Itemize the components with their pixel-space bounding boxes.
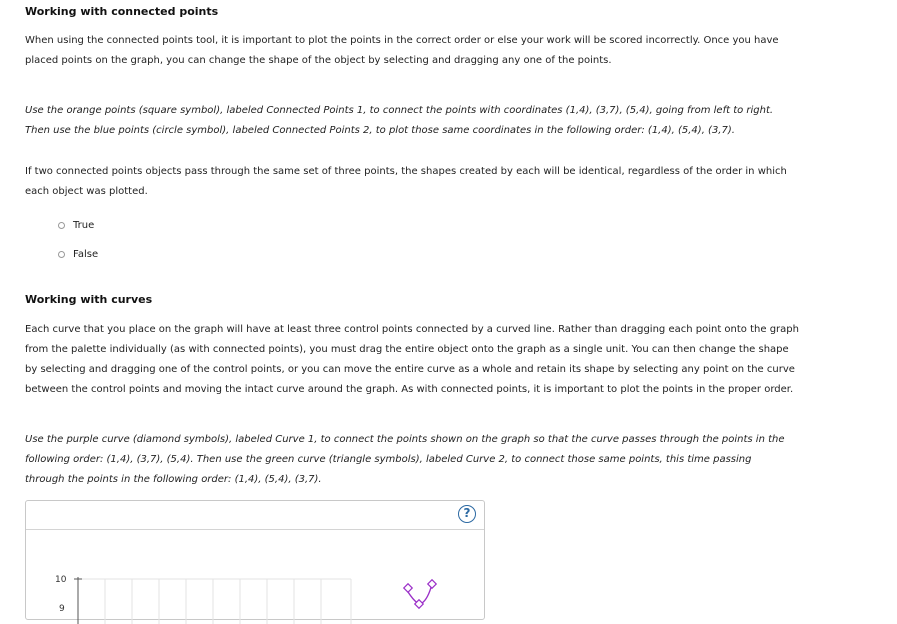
- radio-false[interactable]: [58, 251, 65, 258]
- help-icon[interactable]: ?: [458, 505, 476, 523]
- instruction-line: Use the orange points (square symbol), labeled Connected Points 1, to connect the points with coordinates (1,4), (3,7), (5,4), going from left to right.: [25, 105, 774, 116]
- graph-widget: [25, 500, 485, 620]
- instruction-line: through the points in the following order: (1,4), (5,4), (3,7).: [25, 474, 322, 485]
- curves-instructions: [25, 430, 815, 490]
- diamond-point-icon[interactable]: [428, 580, 436, 588]
- y-tick-label-10: 10: [55, 575, 67, 585]
- instruction-line: Use the purple curve (diamond symbols), labeled Curve 1, to connect the points shown on the graph so that the curve passes through the points in the: [25, 434, 785, 445]
- description-line: from the palette individually (as with connected points), you must drag the entire object onto the graph as a single unit. You can then change the shape: [25, 344, 789, 355]
- grid: [78, 579, 351, 624]
- description-line: by selecting and dragging one of the control points, or you can move the entire curve as a whole and retain its shape by selecting any point on the curve: [25, 364, 795, 375]
- intro-line: placed points on the graph, you can change the shape of the object by selecting and dragging any one of the points.: [25, 55, 612, 66]
- true-false-question: [25, 162, 815, 202]
- curves-description: [25, 320, 815, 400]
- option-true-label: True: [73, 220, 95, 231]
- radio-true[interactable]: [58, 222, 65, 229]
- instruction-line: Then use the blue points (circle symbol), labeled Connected Points 2, to plot those same coordinates in the following order: (1,4), (5,4), (3,7).: [25, 125, 735, 136]
- description-line: between the control points and moving the intact curve around the graph. As with connected points, it is important to plot the points in the proper order.: [25, 384, 794, 395]
- intro-line: When using the connected points tool, it is important to plot the points in the correct order or else your work will be scored incorrectly. Once you have: [25, 35, 779, 46]
- connected-points-instructions: [25, 101, 815, 141]
- curve-palette-icon[interactable]: [404, 580, 436, 608]
- diamond-point-icon[interactable]: [404, 584, 412, 592]
- graph-canvas[interactable]: [26, 529, 486, 624]
- description-line: Each curve that you place on the graph will have at least three control points connected by a curved line. Rather than dragging each point onto the graph: [25, 324, 799, 335]
- option-false[interactable]: [58, 249, 98, 260]
- section-heading-curves: Working with curves: [25, 293, 153, 306]
- connected-points-intro: [25, 31, 815, 71]
- y-tick-label-9: 9: [59, 604, 65, 614]
- option-true[interactable]: [58, 220, 94, 231]
- section-heading-connected-points: Working with connected points: [25, 5, 219, 18]
- question-line: If two connected points objects pass through the same set of three points, the shapes created by each will be identical, regardless of the order in which: [25, 166, 787, 177]
- graph-toolbar: [26, 501, 484, 530]
- question-line: each object was plotted.: [25, 186, 148, 197]
- instruction-line: following order: (1,4), (3,7), (5,4). Then use the green curve (triangle symbols), labeled Curve 2, to connect those same points, this time passing: [25, 454, 752, 465]
- option-false-label: False: [73, 249, 99, 260]
